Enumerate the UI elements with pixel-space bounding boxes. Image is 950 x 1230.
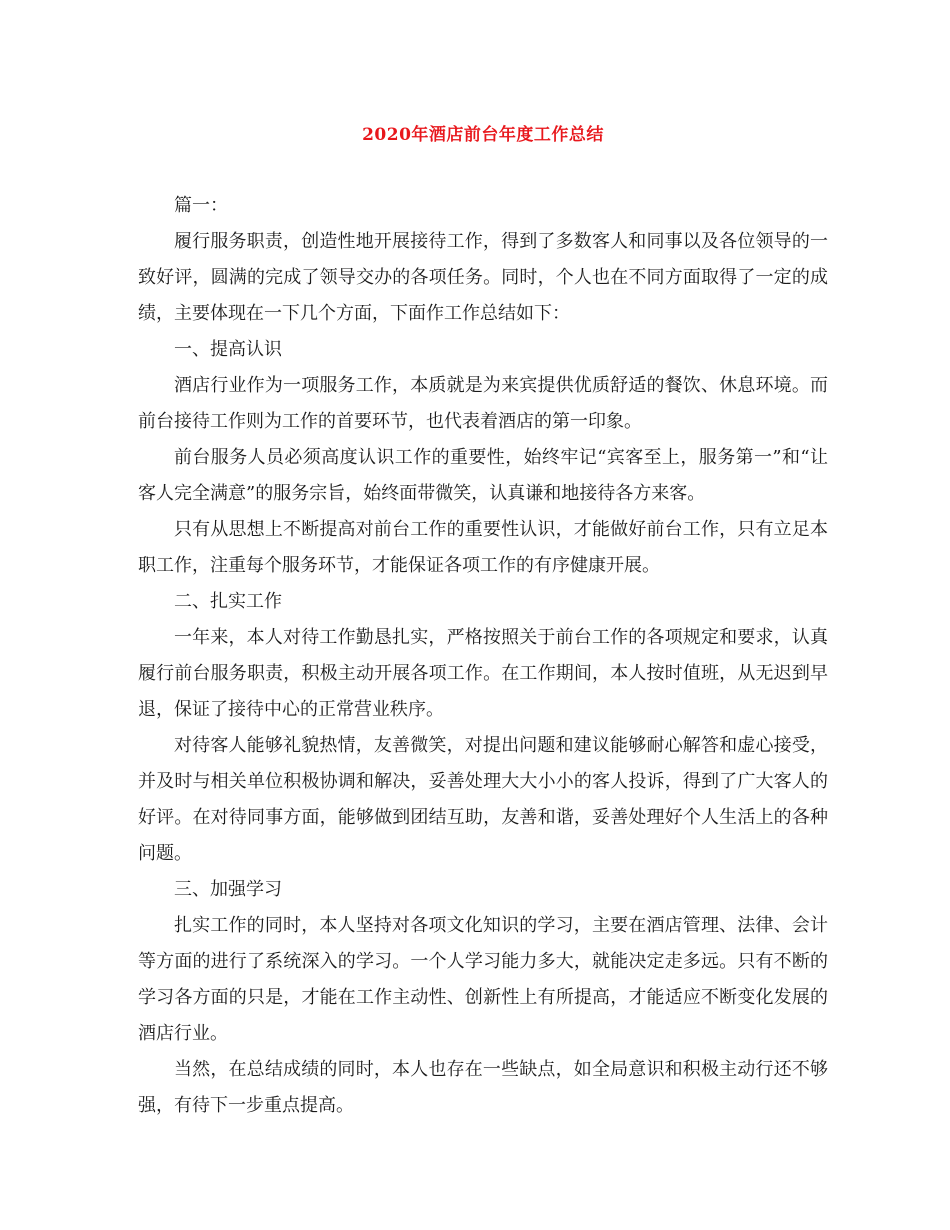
heading-solid-work: 二、扎实工作 (174, 591, 282, 612)
paragraph-front-desk-staff: 前台服务人员必须高度认识工作的重要性，始终牢记“宾客至上，服务第一”和“让客人完全满意”的服务宗旨，始终面带微笑，认真谦和地接待各方来客。 (138, 447, 828, 504)
paragraph-year-of-work: 一年来，本人对待工作勤恳扎实，严格按照关于前台工作的各项规定和要求，认真履行前台服务职责，积极主动开展各项工作。在工作期间，本人按时值班，从无迟到早退，保证了接待中心的正常营业秩序。 (138, 627, 828, 720)
intro-paragraph: 履行服务职责，创造性地开展接待工作，得到了多数客人和同事以及各位领导的一致好评，圆满的完成了领导交办的各项任务。同时，个人也在不同方面取得了一定的成绩，主要体现在一下几个方面，下面作工作总结如下： (138, 231, 828, 324)
paragraph-shortcomings: 当然，在总结成绩的同时，本人也存在一些缺点，如全局意识和积极主动行还不够强，有待下一步重点提高。 (138, 1059, 828, 1116)
paragraph-treat-guests: 对待客人能够礼貌热情，友善微笑，对提出问题和建议能够耐心解答和虚心接受，并及时与相关单位积极协调和解决，妥善处理大大小小的客人投诉，得到了广大客人的好评。在对待同事方面，能够做到团结互助，友善和谐，妥善处理好个人生活上的各种问题。 (138, 735, 828, 864)
heading-improve-awareness: 一、提高认识 (174, 339, 282, 360)
section-label-part-one: 篇一： (174, 195, 228, 216)
heading-strengthen-learning: 三、加强学习 (174, 879, 282, 900)
paragraph-awareness-conclusion: 只有从思想上不断提高对前台工作的重要性认识，才能做好前台工作，只有立足本职工作，注重每个服务环节，才能保证各项工作的有序健康开展。 (138, 519, 828, 576)
document-body (138, 188, 828, 1124)
paragraph-service-industry: 酒店行业作为一项服务工作，本质就是为来宾提供优质舒适的餐饮、休息环境。而前台接待工作则为工作的首要环节，也代表着酒店的第一印象。 (138, 375, 828, 432)
document-title: 2020年酒店前台年度工作总结 (362, 125, 604, 145)
paragraph-learning: 扎实工作的同时，本人坚持对各项文化知识的学习，主要在酒店管理、法律、会计等方面的进行了系统深入的学习。一个人学习能力多大，就能决定走多远。只有不断的学习各方面的只是，才能在工作主动性、创新性上有所提高，才能适应不断变化发展的酒店行业。 (138, 915, 828, 1044)
